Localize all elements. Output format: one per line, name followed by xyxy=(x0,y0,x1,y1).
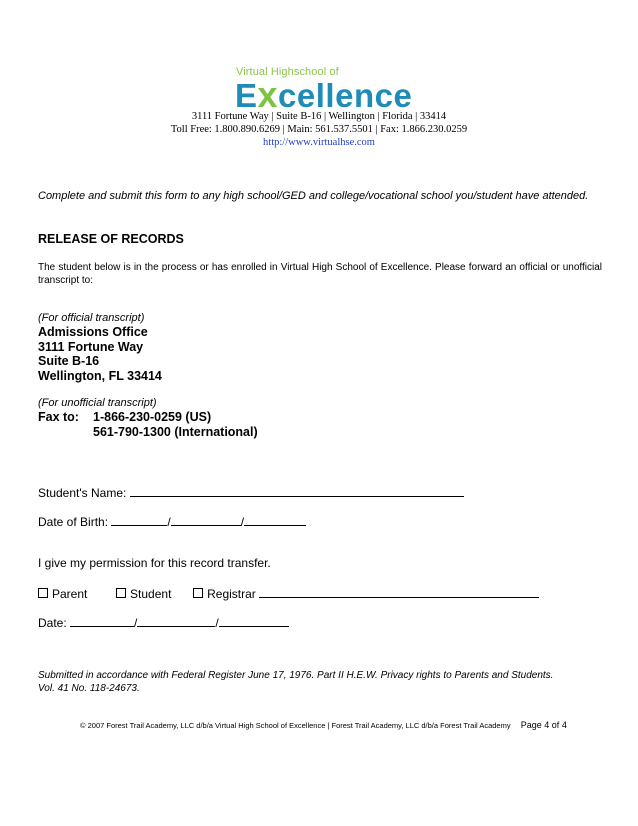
dob-day-field[interactable] xyxy=(171,513,241,526)
address-line: 3111 Fortune Way xyxy=(38,339,144,354)
logo-letter-e: E xyxy=(235,77,258,114)
date-slash: / xyxy=(134,616,138,630)
registrar-label: Registrar xyxy=(207,587,256,601)
official-note: (For official transcript) xyxy=(38,312,145,324)
date-day-field[interactable] xyxy=(137,614,215,627)
fax-us: 1-866-230-0259 (US) xyxy=(93,410,212,424)
logo-letter-x: x xyxy=(257,74,279,115)
signer-row xyxy=(38,585,539,601)
address-line: Wellington, FL 33414 xyxy=(38,368,162,383)
date-row xyxy=(38,614,289,630)
official-address xyxy=(38,325,162,383)
dob-month-field[interactable] xyxy=(111,513,167,526)
page-number: Page 4 of 4 xyxy=(520,720,567,730)
address-line: Suite B-16 xyxy=(38,354,100,368)
student-checkbox[interactable] xyxy=(116,588,126,598)
logo xyxy=(235,74,412,116)
fax-international: 561-790-1300 (International) xyxy=(93,425,258,439)
dob-row xyxy=(38,513,306,529)
registrar-option[interactable] xyxy=(193,587,256,601)
footnote-line: Vol. 41 No. 118-24673. xyxy=(38,682,140,694)
dob-slash: / xyxy=(240,515,245,529)
student-name-field[interactable] xyxy=(130,484,464,497)
dob-label: Date of Birth: xyxy=(38,515,109,529)
permission-text: I give my permission for this record transfer. xyxy=(38,556,271,570)
footnote-line: Submitted in accordance with Federal Register June 17, 1976. Part II H.E.W. Privacy rights to Parents and Students. xyxy=(38,670,554,681)
registrar-name-field[interactable] xyxy=(259,585,539,598)
logo-letters-rest: cellence xyxy=(278,77,413,114)
page-title: RELEASE OF RECORDS xyxy=(38,232,184,246)
date-label: Date: xyxy=(38,616,67,630)
date-month-field[interactable] xyxy=(70,614,134,627)
footnote xyxy=(38,670,553,695)
header-phones: Toll Free: 1.800.890.6269 | Main: 561.537.5501 | Fax: 1.866.230.0259 xyxy=(170,124,468,135)
header-url[interactable]: http://www.virtualhse.com xyxy=(263,137,375,148)
header-address: 3111 Fortune Way | Suite B-16 | Wellington | Florida | 33414 xyxy=(191,111,447,122)
student-name-label: Student's Name: xyxy=(38,486,127,500)
date-year-field[interactable] xyxy=(219,614,289,627)
registrar-checkbox[interactable] xyxy=(193,588,203,598)
intro-text: Complete and submit this form to any high school/GED and college/vocational school you/student have attended. xyxy=(38,190,589,202)
parent-checkbox[interactable] xyxy=(38,588,48,598)
dob-slash: / xyxy=(167,515,171,529)
logo-tagline: Virtual Highschool of xyxy=(236,66,339,78)
unofficial-note: (For unofficial transcript) xyxy=(38,397,157,409)
instructions-paragraph: The student below is in the process or has enrolled in Virtual High School of Excellence. Please forward an official or unofficial transcript to: xyxy=(38,262,602,286)
student-option[interactable] xyxy=(116,587,171,601)
page-footer xyxy=(80,720,567,730)
fax-label: Fax to: xyxy=(38,410,79,424)
copyright-text: © 2007 Forest Trail Academy, LLC d/b/a Virtual High School of Excellence | Forest Trail Academy, LLC d/b/a Forest Trail Academy xyxy=(80,721,511,730)
date-slash: / xyxy=(215,616,219,630)
address-line: Admissions Office xyxy=(38,325,148,339)
student-name-row xyxy=(38,484,464,500)
student-label: Student xyxy=(130,587,172,601)
dob-year-field[interactable] xyxy=(244,513,306,526)
parent-option[interactable] xyxy=(38,587,87,601)
parent-label: Parent xyxy=(52,587,88,601)
